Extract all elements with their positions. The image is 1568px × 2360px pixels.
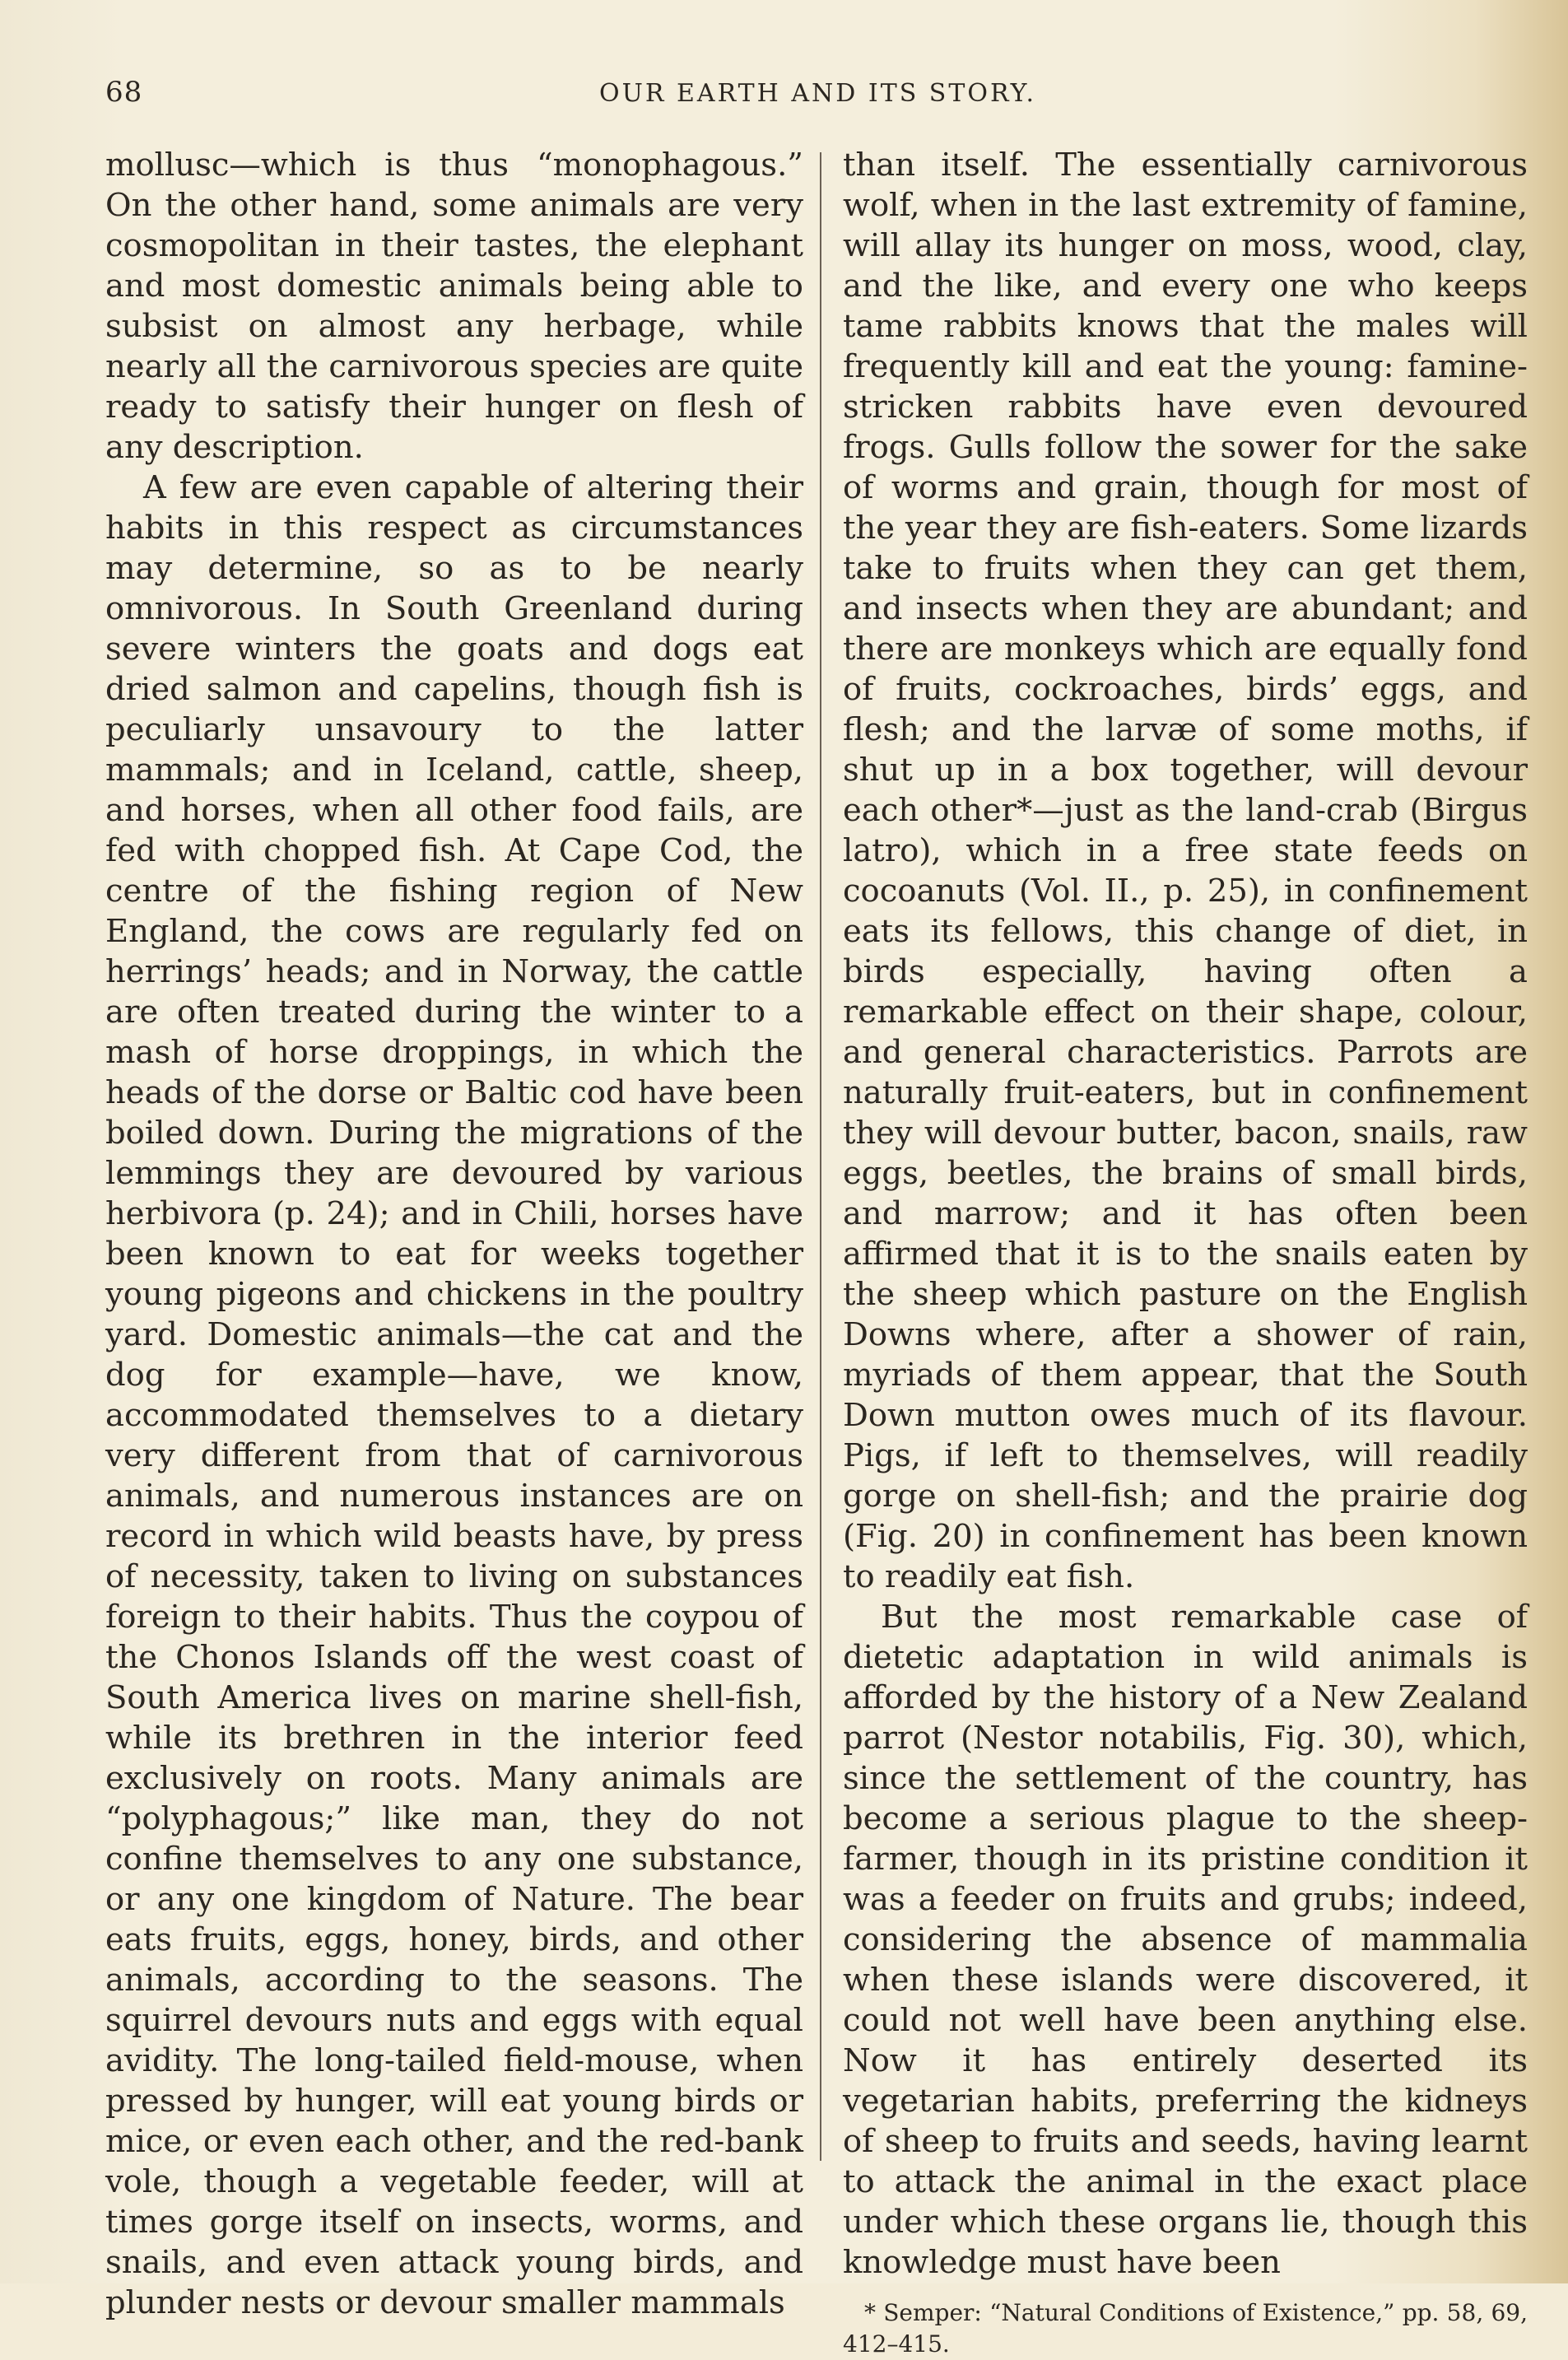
left-paragraph-2: A few are even capable of altering their habits in this respect as circumstances may determine, so as to be nearly omnivorous. In South Greenland during severe winters the goats and dogs eat dried salmon and capelins, though fish is peculiarly unsavoury to the latter mammals; and in Iceland, cattle, sheep, and horses, when all other food fails, are fed with chopped fish. At Cape Cod, the centre of the fishing region of New England, the cows are regularly fed on herrings’ heads; and in Norway, the cattle are often treated during the winter to a mash of horse droppings, in which the heads of the dorse or Baltic cod have been boiled down. During the migrations of the lemmings they are devoured by various herbivora (p. 24); and in Chili, horses have been known to eat for weeks together young pigeons and chickens in the poultry yard. Domestic animals—the cat and the dog for example—have, we know, accommodated themselves to a dietary very different from that of carnivorous animals, and numerous instances are on record in which wild beasts have, by press of necessity, taken to living on substances foreign to their habits. Thus the coypou of the Chonos Islands off the west coast of South America lives on marine shell-fish, while its brethren in the interior feed exclusively on roots. Many animals are “polyphagous;” like man, they do not confine themselves to any one substance, or any one kingdom of Nature. The bear eats fruits, eggs, honey, birds, and other animals, according to the seasons. The squirrel devours nuts and eggs with equal avidity. The long-tailed field-mouse, when pressed by hunger, will eat young birds or mice, or even each other, and the red-bank vole, though a vegetable feeder, will at times gorge itself on insects, worms, and snails, and even attack young birds, and plunder nests or devour smaller mammals bbox=[105, 469, 803, 2321]
left-column bbox=[105, 145, 803, 2323]
right-paragraph-2: But the most remarkable case of dietetic adaptation in wild animals is afforded by the history of a New Zealand parrot (Nestor notabilis, Fig. 30), which, since the settlement of the country, has become a serious plague to the sheep-farmer, though in its pristine condition it was a feeder on fruits and grubs; indeed, considering the absence of mammalia when these islands were discovered, it could not well have been anything else. Now it has entirely deserted its vegetarian habits, preferring the kidneys of sheep to fruits and seeds, having learnt to attack the animal in the exact place under which these organs lie, though this knowledge must have been bbox=[843, 1599, 1528, 2281]
page-header bbox=[105, 76, 1538, 117]
right-paragraph-1: than itself. The essentially carnivorous wolf, when in the last extremity of famine, will allay its hunger on moss, wood, clay, and the like, and every one who keeps tame rabbits knows that the males will frequently kill and eat the young: famine-stricken rabbits have even devoured frogs. Gulls follow the sower for the sake of worms and grain, though for most of the year they are fish-eaters. Some lizards take to fruits when they can get them, and insects when they are abundant; and there are monkeys which are equally fond of fruits, cockroaches, birds’ eggs, and flesh; and the larvæ of some moths, if shut up in a box together, will devour each other*—just as the land-crab (Birgus latro), which in a free state feeds on cocoanuts (Vol. II., p. 25), in confinement eats its fellows, this change of diet, in birds especially, having often a remarkable effect on their shape, colour, and general characteristics. Parrots are naturally fruit-eaters, but in confinement they will devour butter, bacon, snails, raw eggs, beetles, the brains of small birds, and marrow; and it has often been affirmed that it is to the snails eaten by the sheep which pasture on the English Downs where, after a shower of rain, myriads of them appear, that the South Down mutton owes much of its flavour. Pigs, if left to themselves, will readily gorge on shell-fish; and the prairie dog (Fig. 20) in confinement has been known to readily eat fish. bbox=[843, 147, 1528, 1595]
running-title: OUR EARTH AND ITS STORY. bbox=[599, 79, 1037, 108]
footnote: * Semper: “Natural Conditions of Existence,” pp. 58, 69, 412–415. bbox=[843, 2299, 1528, 2358]
column-divider bbox=[820, 152, 821, 2161]
page-number: 68 bbox=[105, 76, 143, 109]
right-column bbox=[843, 145, 1528, 2360]
left-paragraph-1: mollusc—which is thus “monophagous.” On the other hand, some animals are very cosmopolitan in their tastes, the elephant and most domestic animals being able to subsist on almost any herbage, while nearly all the carnivorous species are quite ready to satisfy their hunger on flesh of any description. bbox=[105, 147, 803, 466]
